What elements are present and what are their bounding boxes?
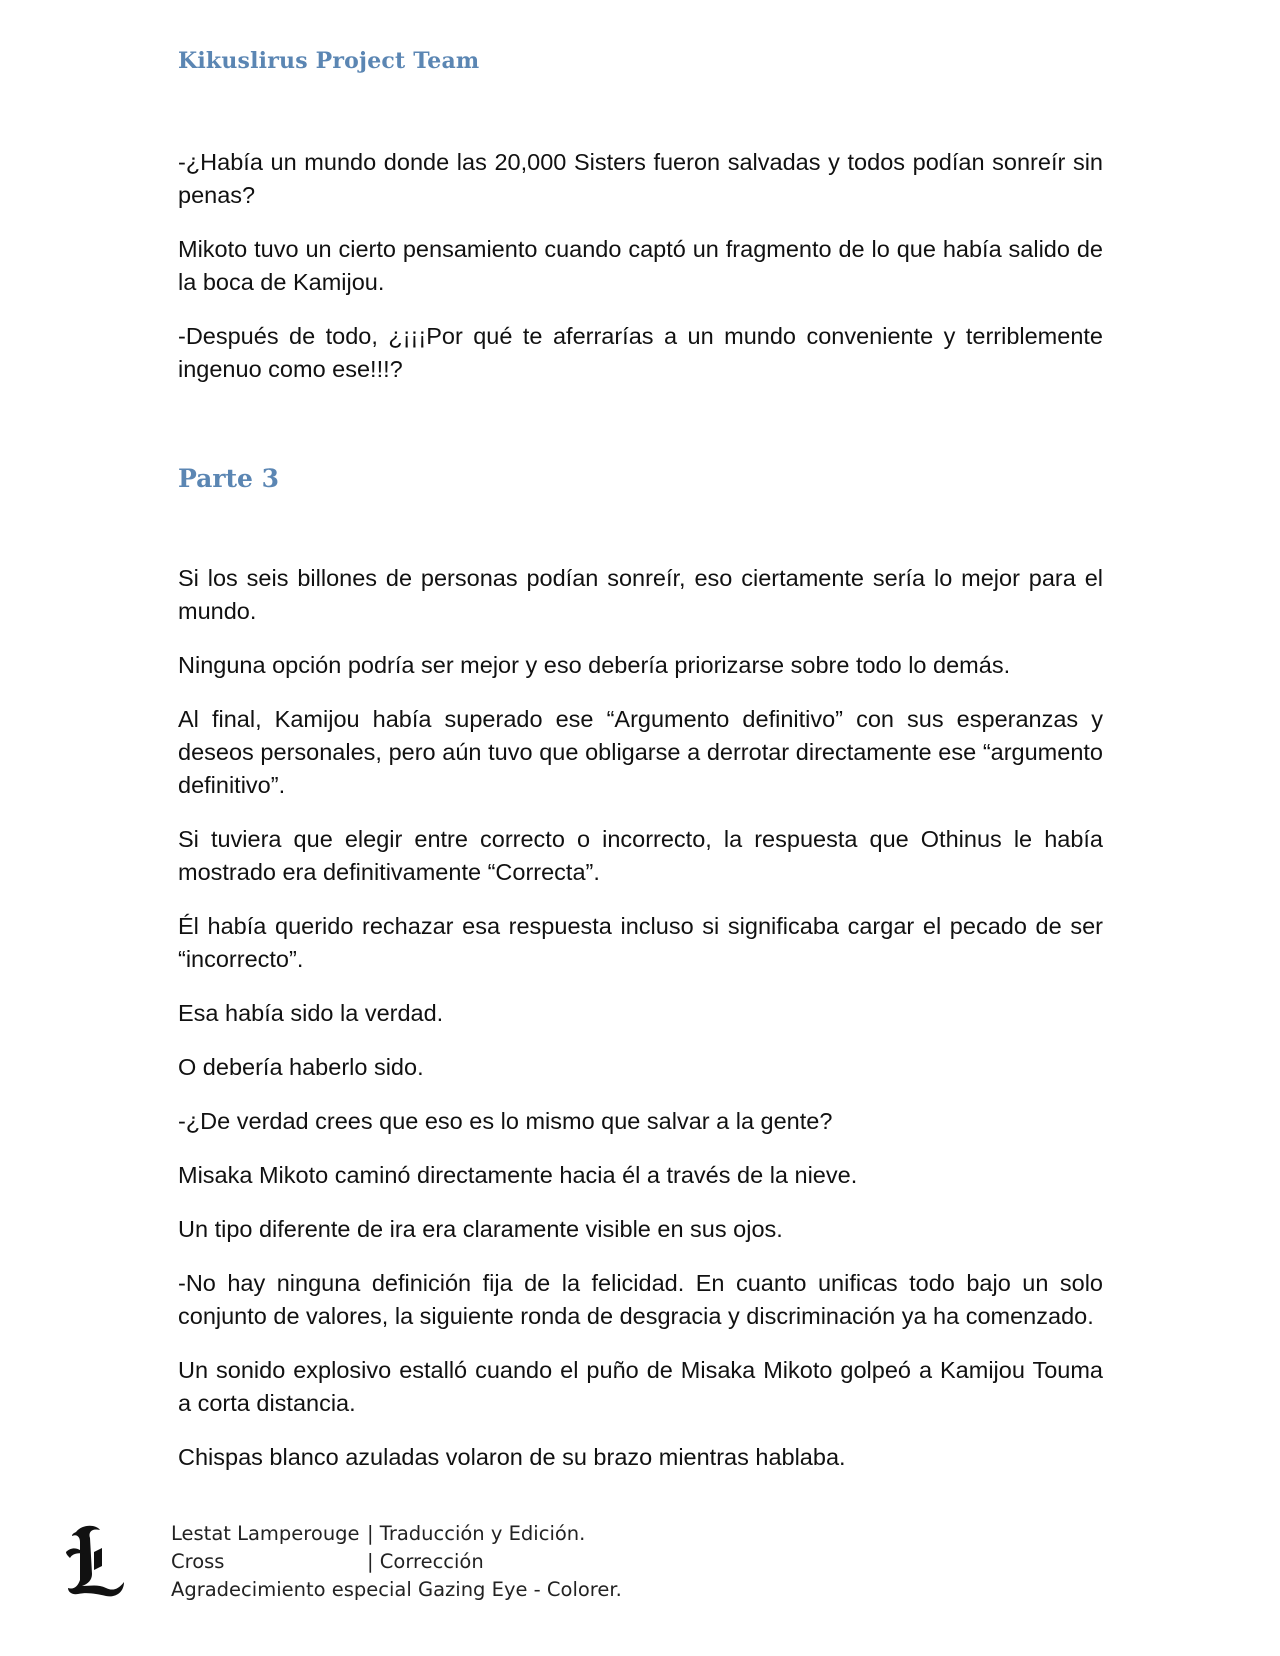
paragraph: -¿Había un mundo donde las 20,000 Sisters fueron salvadas y todos podían sonreír sin penas? <box>178 149 1103 208</box>
paragraph: Misaka Mikoto caminó directamente hacia él a través de la nieve. <box>178 1162 858 1188</box>
paragraph: -Después de todo, ¿¡¡¡Por qué te aferrarías a un mundo conveniente y terriblemente ingenuo como ese!!!? <box>178 323 1103 382</box>
credit-name: Cross <box>171 1550 225 1573</box>
paragraph: -¿De verdad crees que eso es lo mismo que salvar a la gente? <box>178 1108 833 1134</box>
footer-credits <box>171 1520 622 1604</box>
section-text-block <box>178 562 1103 1495</box>
paragraph: Mikoto tuvo un cierto pensamiento cuando captó un fragmento de lo que había salido de la boca de Kamijou. <box>178 236 1103 295</box>
paragraph: Si tuviera que elegir entre correcto o incorrecto, la respuesta que Othinus le había mostrado era definitivamente “Correcta”. <box>178 826 1103 885</box>
credit-role: | Traducción y Edición. <box>367 1522 586 1545</box>
header-title: Kikuslirus Project Team <box>178 48 480 74</box>
top-text-block <box>178 146 1103 407</box>
paragraph: Si los seis billones de personas podían sonreír, eso ciertamente sería lo mejor para el mundo. <box>178 565 1103 624</box>
section-heading: Parte 3 <box>178 464 280 493</box>
paragraph: Al final, Kamijou había superado ese “Argumento definitivo” con sus esperanzas y deseos personales, pero aún tuvo que obligarse a derrotar directamente ese “argumento definitivo”. <box>178 706 1103 798</box>
paragraph: Esa había sido la verdad. <box>178 1000 444 1026</box>
paragraph: Chispas blanco azuladas volaron de su brazo mientras hablaba. <box>178 1444 846 1470</box>
gothic-letter-l-icon <box>62 1522 130 1598</box>
credit-name: Lestat Lamperouge <box>171 1522 360 1545</box>
footer-credit-row <box>171 1548 622 1576</box>
paragraph: Él había querido rechazar esa respuesta incluso si significaba cargar el pecado de ser “incorrecto”. <box>178 913 1103 972</box>
paragraph: Un sonido explosivo estalló cuando el puño de Misaka Mikoto golpeó a Kamijou Touma a corta distancia. <box>178 1357 1103 1416</box>
paragraph: Ninguna opción podría ser mejor y eso debería priorizarse sobre todo lo demás. <box>178 652 1011 678</box>
credit-role: | Corrección <box>367 1550 484 1573</box>
paragraph: O debería haberlo sido. <box>178 1054 424 1080</box>
paragraph: Un tipo diferente de ira era claramente visible en sus ojos. <box>178 1216 783 1242</box>
paragraph: -No hay ninguna definición fija de la felicidad. En cuanto unificas todo bajo un solo conjunto de valores, la siguiente ronda de desgracia y discriminación ya ha comenzado. <box>178 1270 1103 1329</box>
footer-credit-row <box>171 1520 622 1548</box>
footer-thanks: Agradecimiento especial Gazing Eye - Colorer. <box>171 1578 622 1601</box>
